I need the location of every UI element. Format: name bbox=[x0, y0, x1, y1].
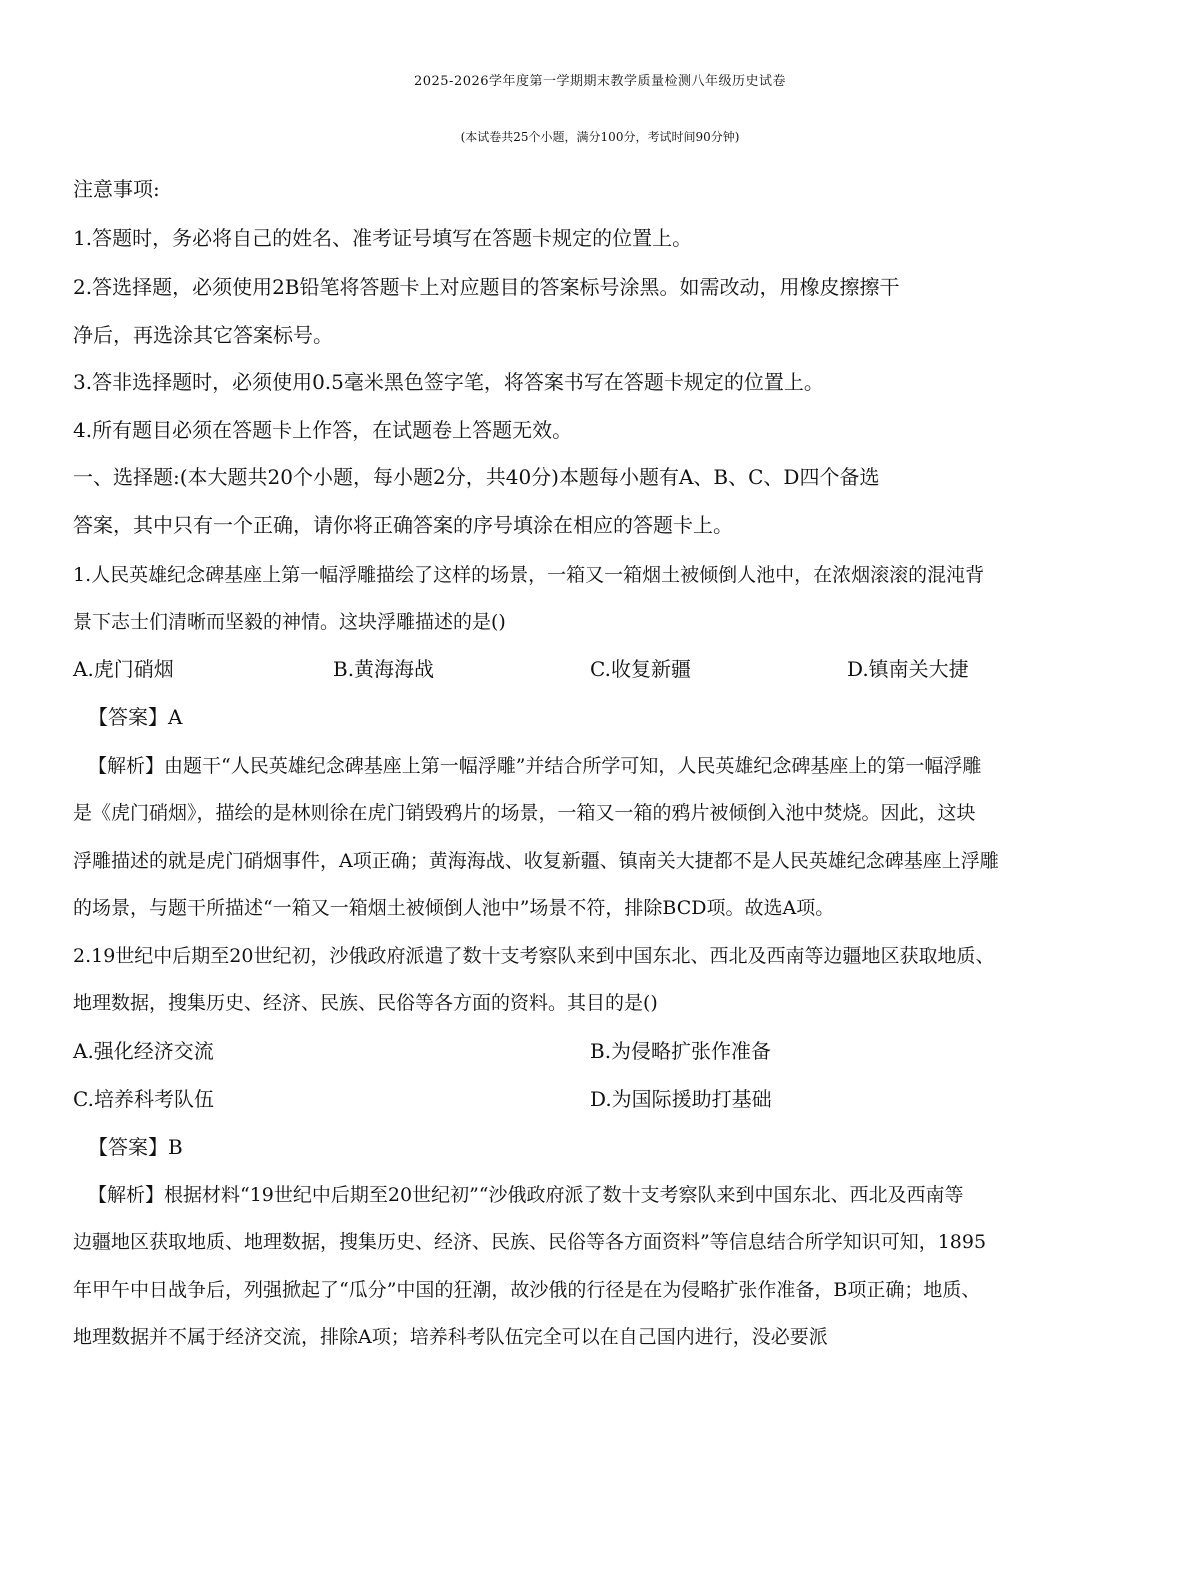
q1-analysis-line-3: 浮雕描述的就是虎门硝烟事件，A项正确；黄海海战、收复新疆、镇南关大捷都不是人民英雄纪念碑基座上浮雕 bbox=[73, 850, 999, 872]
notice-item-4: 4.所有题目必须在答题卡上作答，在试题卷上答题无效。 bbox=[73, 418, 573, 442]
q1-analysis-line-2: 是《虎门硝烟》，描绘的是林则徐在虎门销毁鸦片的场景，一箱又一箱的鸦片被倾倒入池中焚烧。因此，这块 bbox=[73, 802, 976, 824]
q2-analysis-line-1: 【解析】根据材料“19世纪中后期至20世纪初”“沙俄政府派了数十支考察队来到中国东北、西北及西南等 bbox=[88, 1184, 964, 1206]
q2-option-b: B.为侵略扩张作准备 bbox=[590, 1039, 772, 1063]
q2-stem-line-2: 地理数据，搜集历史、经济、民族、民俗等各方面的资料。其目的是() bbox=[73, 992, 658, 1014]
notice-item-1: 1.答题时，务必将自己的姓名、准考证号填写在答题卡规定的位置上。 bbox=[73, 226, 693, 250]
exam-title: 2025-2026学年度第一学期期末教学质量检测八年级历史试卷 bbox=[413, 74, 787, 89]
notice-item-2: 2.答选择题，必须使用2B铅笔将答题卡上对应题目的答案标号涂黑。如需改动，用橡皮擦擦干 bbox=[73, 275, 900, 299]
notice-heading: 注意事项: bbox=[73, 177, 160, 201]
q1-analysis-line-4: 的场景，与题干所描述“一箱又一箱烟土被倾倒人池中”场景不符，排除BCD项。故选A项。 bbox=[73, 897, 835, 919]
exam-subtitle: (本试卷共25个小题，满分100分，考试时间90分钟) bbox=[460, 130, 740, 144]
q1-option-b: B.黄海海战 bbox=[333, 657, 435, 681]
q1-option-d: D.镇南关大捷 bbox=[847, 657, 969, 681]
notice-item-2-cont: 净后，再选涂其它答案标号。 bbox=[73, 323, 333, 347]
q1-option-c: C.收复新疆 bbox=[590, 657, 691, 681]
notice-item-3: 3.答非选择题时，必须使用0.5毫米黑色签字笔，将答案书写在答题卡规定的位置上。 bbox=[73, 370, 824, 394]
q2-stem-line-1: 2.19世纪中后期至20世纪初，沙俄政府派遣了数十支考察队来到中国东北、西北及西南等边疆地区获取地质、 bbox=[73, 945, 995, 967]
q2-analysis-line-4: 地理数据并不属于经济交流，排除A项；培养科考队伍完全可以在自己国内进行，没必要派 bbox=[73, 1326, 828, 1348]
q2-option-a: A.强化经济交流 bbox=[73, 1039, 214, 1063]
q1-stem-line-2: 景下志士们清晰而坚毅的神情。这块浮雕描述的是() bbox=[73, 611, 506, 633]
q2-analysis-line-2: 边疆地区获取地质、地理数据，搜集历史、经济、民族、民俗等各方面资料”等信息结合所学知识可知，1895 bbox=[73, 1231, 987, 1253]
q2-option-d: D.为国际援助打基础 bbox=[590, 1087, 772, 1111]
section1-instructions-cont: 答案，其中只有一个正确，请你将正确答案的序号填涂在相应的答题卡上。 bbox=[73, 513, 733, 537]
section1-instructions: 一、选择题:(本大题共20个小题，每小题2分，共40分)本题每小题有A、B、C、D四个备选 bbox=[73, 465, 880, 489]
q2-analysis-line-3: 年甲午中日战争后，列强掀起了“瓜分”中国的狂潮，故沙俄的行径是在为侵略扩张作准备，B项正确；地质、 bbox=[73, 1279, 981, 1301]
q2-option-c: C.培养科考队伍 bbox=[73, 1087, 214, 1111]
q2-answer: 【答案】B bbox=[88, 1135, 183, 1159]
q1-analysis-line-1: 【解析】由题干“人民英雄纪念碑基座上第一幅浮雕”并结合所学可知，人民英雄纪念碑基座上的第一幅浮雕 bbox=[88, 755, 982, 777]
q1-option-a: A.虎门硝烟 bbox=[73, 657, 174, 681]
q1-answer: 【答案】A bbox=[88, 705, 183, 729]
q1-stem-line-1: 1.人民英雄纪念碑基座上第一幅浮雕描绘了这样的场景，一箱又一箱烟土被倾倒人池中，在浓烟滚滚的混沌背 bbox=[73, 564, 985, 586]
